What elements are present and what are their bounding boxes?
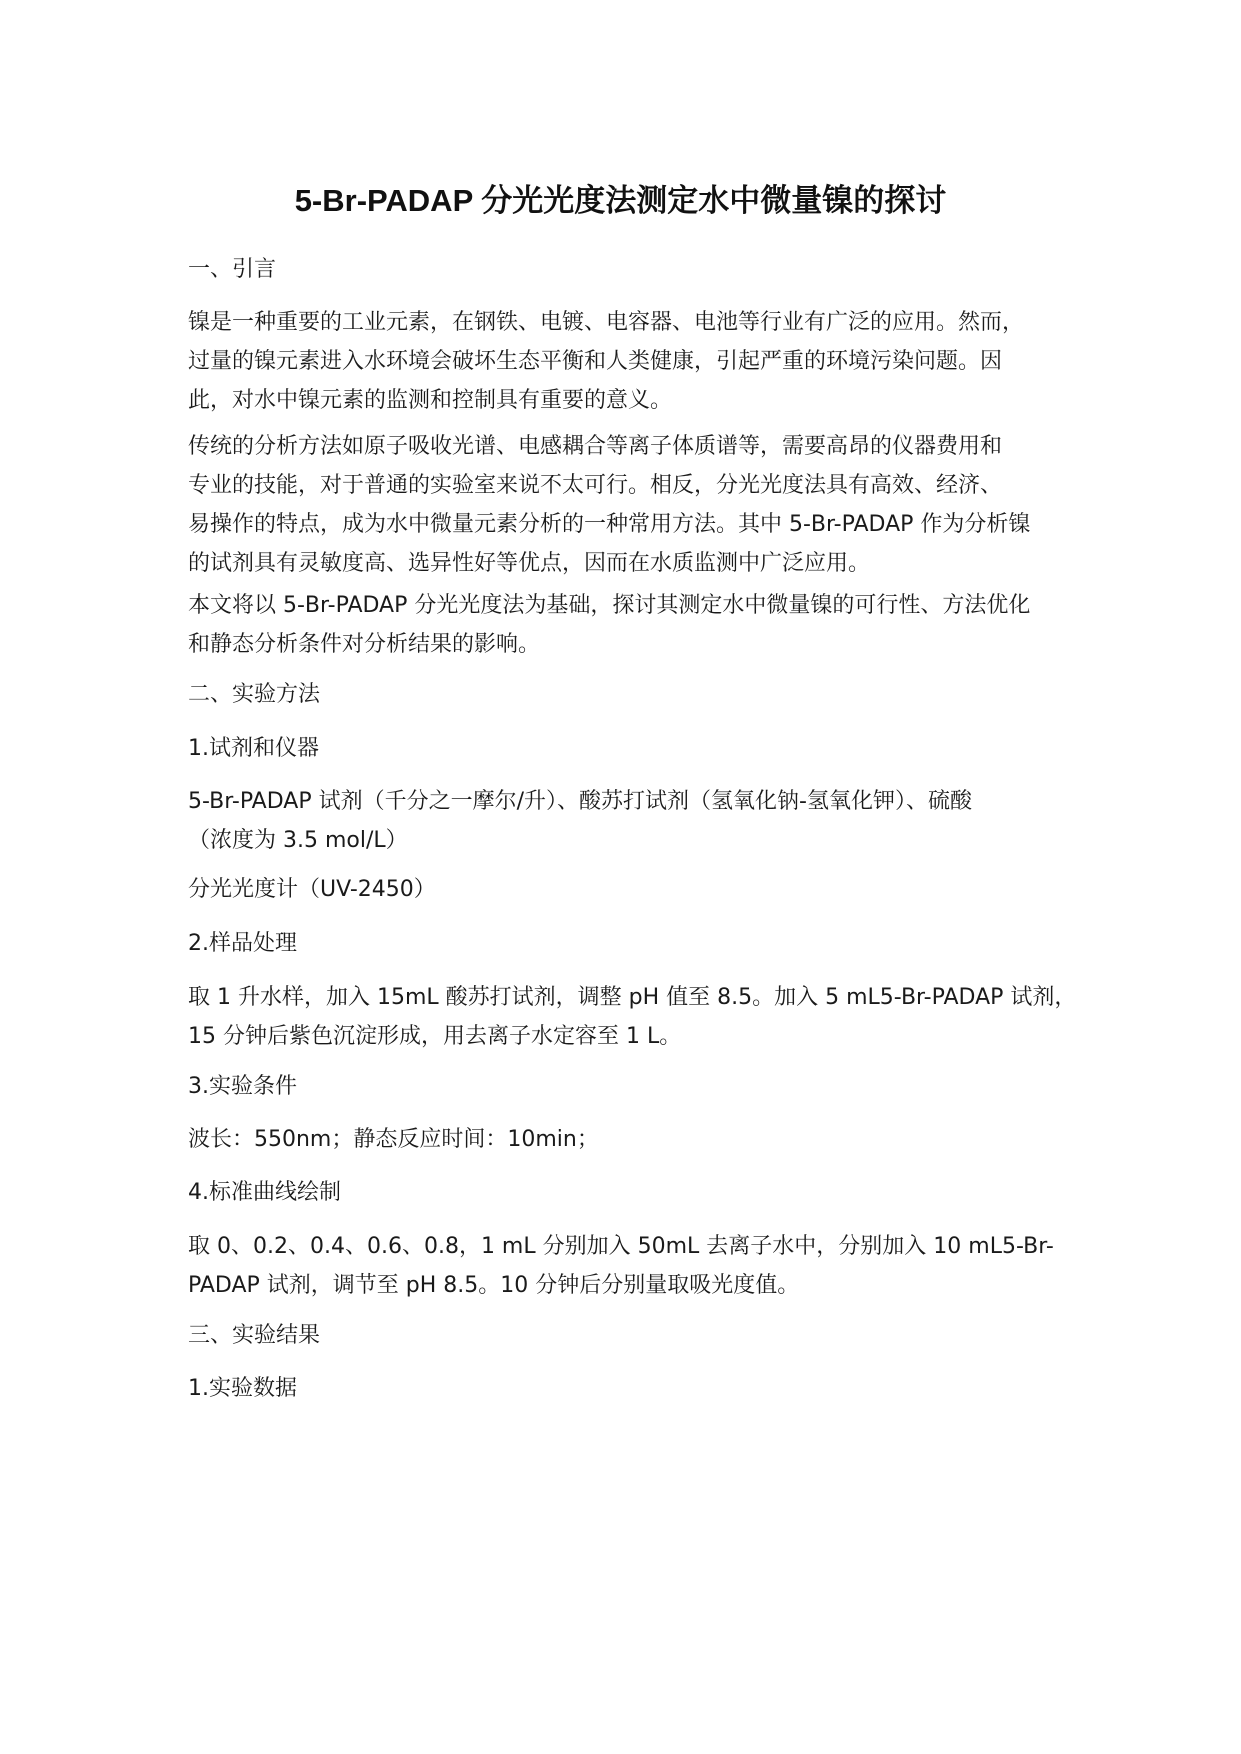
text-line: 1.实验数据 [188, 1376, 297, 1401]
subheading-reagents [188, 729, 1078, 768]
text-line: 传统的分析方法如原子吸收光谱、电感耦合等离子体质谱等，需要高昂的仪器费用和 [188, 434, 1003, 459]
text-line: 15 分钟后紫色沉淀形成，用去离子水定容至 1 L。 [188, 1024, 682, 1049]
text-line: 专业的技能，对于普通的实验室来说不太可行。相反，分光光度法具有高效、经济、 [188, 473, 1003, 498]
text-line: 分光光度计（UV-2450） [188, 877, 436, 902]
paragraph-intro-1 [188, 303, 1078, 420]
paragraph-intro-3 [188, 586, 1078, 664]
document-title: 5-Br-PADAP 分光光度法测定水中微量镍的探讨 [294, 183, 947, 218]
paragraph-conditions [188, 1120, 1078, 1159]
text-line: 和静态分析条件对分析结果的影响。 [188, 632, 541, 657]
subheading-conditions [188, 1067, 1078, 1106]
text-line: 三、实验结果 [188, 1323, 321, 1348]
subheading-standard-curve [188, 1173, 1078, 1212]
text-line: 取 0、0.2、0.4、0.6、0.8，1 mL 分别加入 50mL 去离子水中，分别加入 10 mL5-Br- [188, 1234, 1054, 1259]
text-line: 二、实验方法 [188, 682, 321, 707]
subheading-experimental-data [188, 1369, 1078, 1408]
text-line: 易操作的特点，成为水中微量元素分析的一种常用方法。其中 5-Br-PADAP 作为分析镍 [188, 512, 1031, 537]
subheading-sample-processing [188, 924, 1078, 963]
paragraph-intro-2 [188, 427, 1078, 583]
text-line: 1.试剂和仪器 [188, 736, 319, 761]
text-line: 取 1 升水样，加入 15mL 酸苏打试剂，调整 pH 值至 8.5。加入 5 mL5-Br-PADAP 试剂， [188, 985, 1077, 1010]
text-line: 镍是一种重要的工业元素，在钢铁、电镀、电容器、电池等行业有广泛的应用。然而， [188, 310, 1025, 335]
text-line: 4.标准曲线绘制 [188, 1180, 341, 1205]
paragraph-standard-curve [188, 1227, 1078, 1305]
section-heading-methods [188, 675, 1078, 714]
text-line: 过量的镍元素进入水环境会破坏生态平衡和人类健康，引起严重的环境污染问题。因 [188, 349, 1003, 374]
text-line: 3.实验条件 [188, 1074, 297, 1099]
text-line: 波长：550nm；静态反应时间：10min； [188, 1127, 599, 1152]
text-line: 一、引言 [188, 257, 277, 282]
text-line: PADAP 试剂，调节至 pH 8.5。10 分钟后分别量取吸光度值。 [188, 1273, 800, 1298]
text-line: （浓度为 3.5 mol/L） [188, 828, 408, 853]
section-heading-results [188, 1316, 1078, 1355]
section-heading-introduction [188, 250, 1078, 289]
text-line: 本文将以 5-Br-PADAP 分光光度法为基础，探讨其测定水中微量镍的可行性、方法优化 [188, 593, 1031, 618]
paragraph-instrument [188, 870, 1078, 909]
text-line: 的试剂具有灵敏度高、选异性好等优点，因而在水质监测中广泛应用。 [188, 551, 871, 576]
text-line: 此，对水中镍元素的监测和控制具有重要的意义。 [188, 388, 673, 413]
paragraph-reagents [188, 782, 1078, 860]
text-line: 5-Br-PADAP 试剂（千分之一摩尔/升）、酸苏打试剂（氢氧化钠-氢氧化钾）、硫酸 [188, 789, 972, 814]
text-line: 2.样品处理 [188, 931, 297, 956]
paragraph-sample-processing [188, 978, 1078, 1056]
